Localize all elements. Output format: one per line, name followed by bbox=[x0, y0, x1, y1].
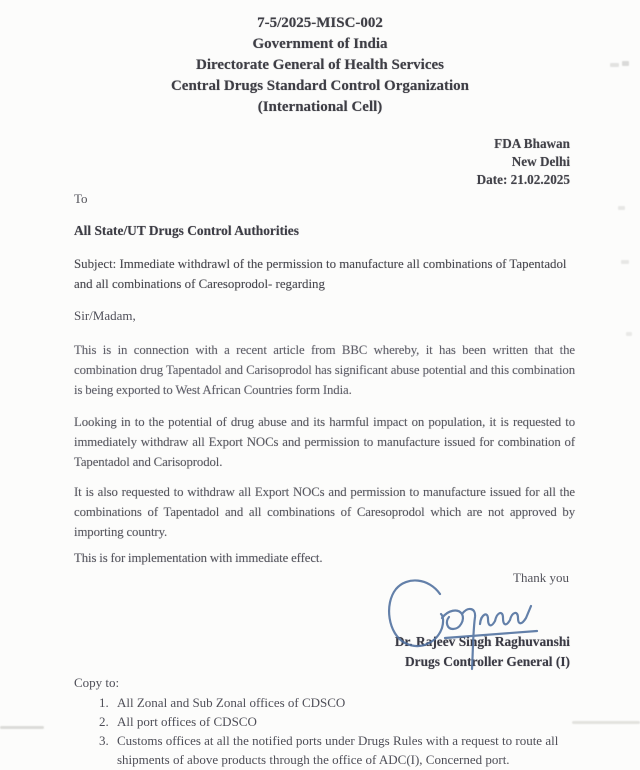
recipient-line: All State/UT Drugs Control Authorities bbox=[74, 223, 299, 238]
copy-to-item: 2. All port offices of CDSCO bbox=[112, 712, 575, 731]
body-paragraph-4: This is for implementation with immediate effect. bbox=[74, 551, 323, 565]
to-label: To bbox=[74, 191, 88, 206]
copy-to-list bbox=[74, 693, 575, 769]
org-line-government: Government of India bbox=[252, 36, 388, 52]
scan-speck bbox=[622, 61, 629, 66]
scan-line-artifact bbox=[0, 726, 44, 729]
address-line-city: New Delhi bbox=[511, 154, 570, 169]
scan-speck bbox=[621, 260, 629, 264]
copy-to-label: Copy to: bbox=[74, 675, 120, 690]
scan-speck bbox=[626, 332, 632, 336]
org-line-cdsco: Central Drugs Standard Control Organization bbox=[170, 78, 470, 94]
body-paragraph-2: Looking in to the potential of drug abuse and its harmful impact on population, it is requested to immediately withdraw all Export NOCs and permission to manufacture issued for combination of Tapentadol and Carisoprodol. bbox=[74, 415, 575, 469]
office-address-block bbox=[0, 135, 640, 189]
date-line: Date: 21.02.2025 bbox=[476, 172, 570, 187]
scan-speck bbox=[610, 63, 619, 67]
body-paragraph-3: It is also requested to withdraw all Export NOCs and permission to manufacture issued for all the combinations of Tapentadol and all combinations of Caresoprodol which are not approved by importing country. bbox=[74, 485, 575, 539]
copy-to-block bbox=[74, 674, 575, 769]
org-line-international-cell: (International Cell) bbox=[257, 99, 383, 115]
letterhead bbox=[0, 0, 640, 118]
signatory-name: Dr. Rajeev Singh Raghuvanshi bbox=[394, 634, 570, 649]
body-paragraph-1: This is in connection with a recent article from BBC whereby, it has been written that the combination drug Tapentadol and Carisoprodol has significant abuse potential and this combination is being exported to West African Countries form India. bbox=[74, 343, 575, 397]
address-line-building: FDA Bhawan bbox=[494, 136, 570, 151]
salutation: Sir/Madam, bbox=[74, 308, 136, 323]
file-reference-number: 7-5/2025-MISC-002 bbox=[257, 15, 383, 31]
subject-line: Subject: Immediate withdrawl of the permission to manufacture all combinations of Tapentadol and all combinations of Caresoprodol- regarding bbox=[74, 257, 567, 291]
org-line-directorate: Directorate General of Health Services bbox=[196, 57, 444, 73]
signatory-block bbox=[0, 632, 640, 672]
copy-to-item: 1. All Zonal and Sub Zonal offices of CDSCO bbox=[112, 693, 575, 712]
scan-line-artifact bbox=[572, 721, 640, 724]
closing-thanks: Thank you bbox=[513, 570, 569, 585]
signatory-title: Drugs Controller General (I) bbox=[404, 654, 570, 669]
copy-to-item: 3. Customs offices at all the notified ports under Drugs Rules with a request to route all shipments of above products through the office of ADC(I), Concerned port. bbox=[112, 731, 575, 769]
scan-speck bbox=[618, 206, 625, 210]
